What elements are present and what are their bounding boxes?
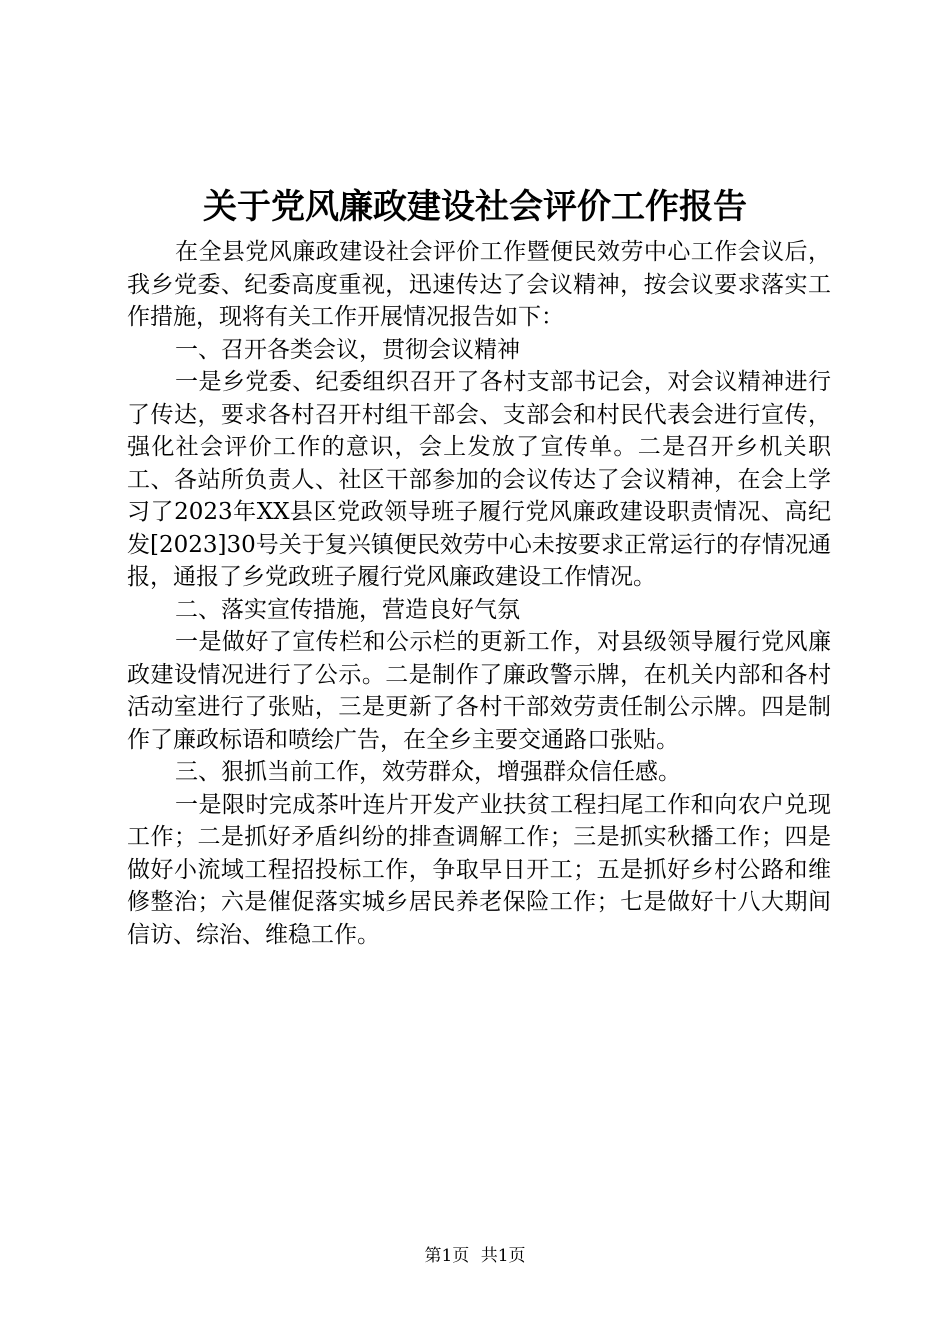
document-body [127,236,831,951]
section-2-heading: 二、落实宣传措施，营造良好气氛 [175,596,520,623]
section-2-paragraph: 一是做好了宣传栏和公示栏的更新工作，对县级领导履行党风廉政建设情况进行了公示。二是制作了廉政警示牌，在机关内部和各村活动室进行了张贴，三是更新了各村干部效劳责任制公示牌。四是制作了廉政标语和喷绘广告，在全乡主要交通路口张贴。 [127,629,831,753]
section-1-paragraph: 一是乡党委、纪委组织召开了各村支部书记会，对会议精神进行了传达，要求各村召开村组干部会、支部会和村民代表会进行宣传，强化社会评价工作的意识，会上发放了宣传单。二是召开乡机关职工、各站所负责人、社区干部参加的会议传达了会议精神，在会上学习了2023年XX县区党政领导班子履行党风廉政建设职责情况、高纪发[2023]30号关于复兴镇便民效劳中心未按要求正常运行的存情况通报，通报了乡党政班子履行党风廉政建设工作情况。 [127,369,831,590]
document-title: 关于党风廉政建设社会评价工作报告 [203,187,747,227]
section-1-heading: 一、召开各类会议，贯彻会议精神 [175,336,520,363]
page-number: 第1页 [424,1246,470,1266]
intro-paragraph: 在全县党风廉政建设社会评价工作暨便民效劳中心工作会议后，我乡党委、纪委高度重视，迅速传达了会议精神，按会议要求落实工作措施，现将有关工作开展情况报告如下： [127,239,831,330]
section-3-paragraph: 一是限时完成茶叶连片开发产业扶贫工程扫尾工作和向农户兑现工作；二是抓好矛盾纠纷的排查调解工作；三是抓实秋播工作；四是做好小流域工程招投标工作，争取早日开工；五是抓好乡村公路和维修整治；六是催促落实城乡居民养老保险工作；七是做好十八大期间信访、综治、维稳工作。 [127,791,831,948]
page-total: 共1页 [480,1246,526,1266]
page-footer [0,1244,950,1268]
section-3-heading: 三、狠抓当前工作，效劳群众，增强群众信任感。 [175,759,681,785]
